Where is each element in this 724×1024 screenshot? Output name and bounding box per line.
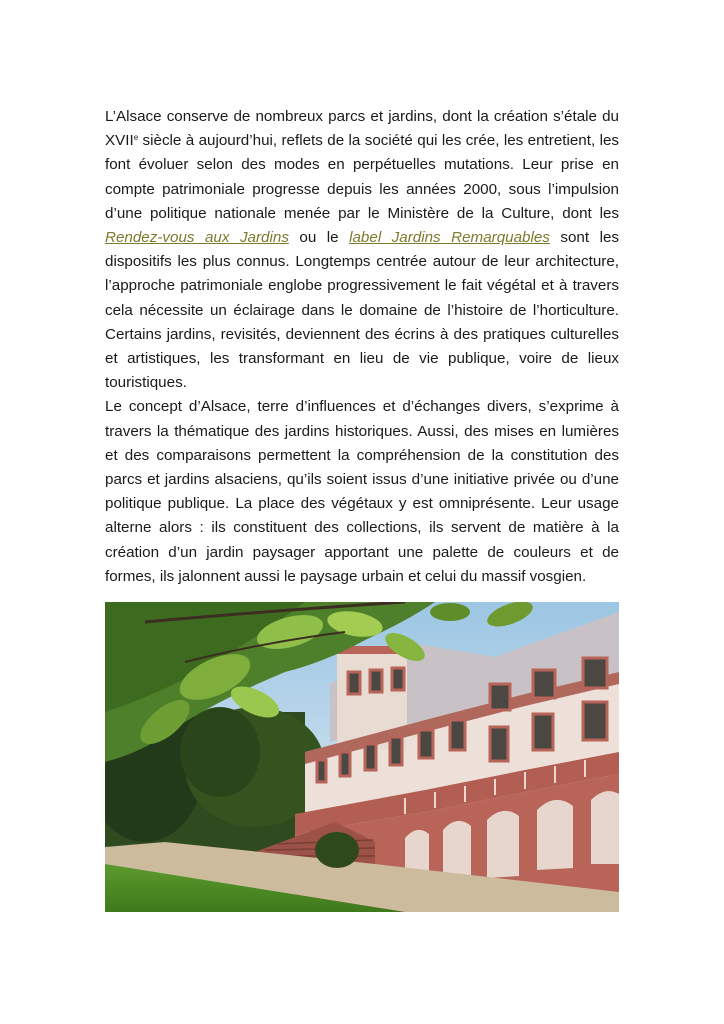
paragraph-2: Le concept d’Alsace, terre d’influences et d’échanges divers, s’exprime à travers la thématique des jardins historiques. Aussi, des mises en lumières et des comparaisons permettent la compréhension de la constitution des parcs et jardins alsaciens, qu’ils soient issus d’une initiative privée ou d’une politique publique. La place des végétaux y est omniprésente. Leur usage alterne alors : ils constituent des collections, ils servent de matière à la création d’un jardin paysager apportant une palette de couleurs et de formes, ils jalonnent aussi le paysage urbain et celui du massif vosgien.: [105, 398, 619, 585]
paragraph-1-text-d: sont les dispositifs les plus connus. Longtemps centrée autour de leur architecture, l’approche patrimoniale englobe progressivement le fait végétal et à travers cela nécessite un éclairage dans le domaine de l’histoire de l’horticulture. Certains jardins, revisités, deviennent des écrins à des pratiques culturelles et artistiques, les transformant en lieu de vie publique, voire de lieux touristiques.: [105, 229, 620, 392]
paragraph-1-text-c: ou le: [288, 229, 350, 247]
label-jardins-remarquables-link[interactable]: label Jardins Remarquables: [349, 229, 550, 247]
rendez-vous-aux-jardins-link[interactable]: Rendez-vous aux Jardins: [105, 229, 289, 247]
century-superscript: e: [133, 133, 139, 143]
body-text: [105, 105, 619, 589]
paragraph-1-text-a: L’Alsace conserve de nombreux parcs et jardins, dont la création s’étale du XVII: [105, 108, 619, 150]
paragraph-1: [105, 105, 619, 395]
paragraph-1-text-b: siècle à aujourd’hui, reflets de la société qui les crée, les entretient, les font évoluer selon des modes en perpétuelles mutations. Leur prise en compte patrimoniale progresse depuis les années 2000, sous l’impulsion d’une politique nationale menée par le Ministère de la Culture, dont les: [105, 132, 619, 222]
chateau-garden-photo: [105, 602, 619, 912]
